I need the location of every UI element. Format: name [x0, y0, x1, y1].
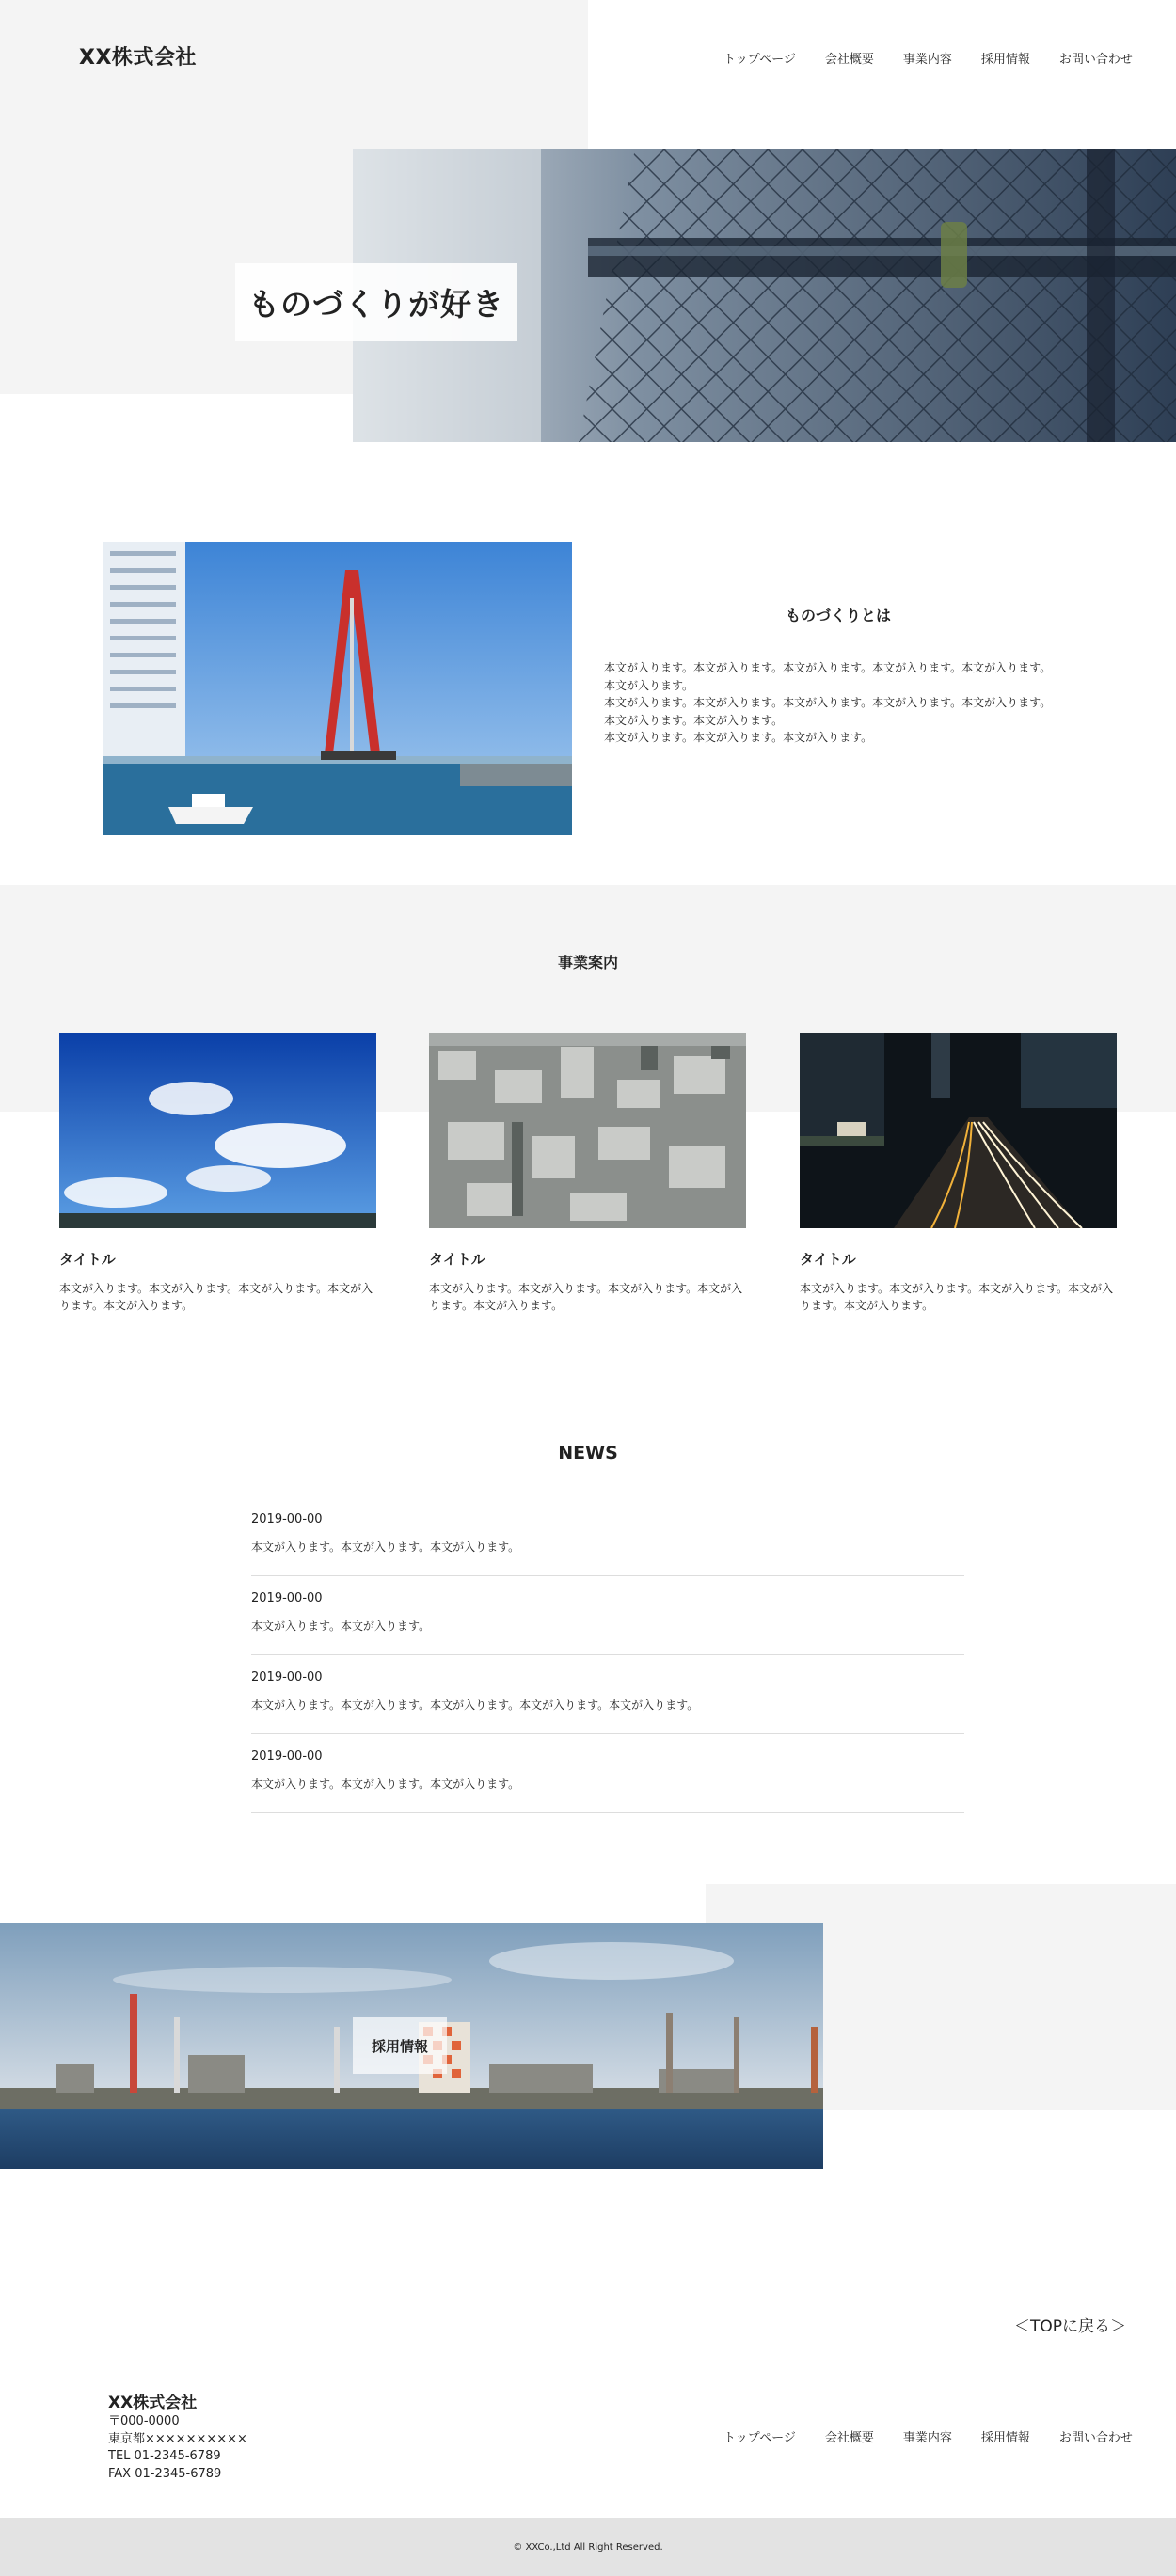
business-card-title: タイトル: [800, 1251, 856, 1268]
news-item[interactable]: [251, 1576, 964, 1655]
about-heading: ものづくりとは: [785, 607, 891, 624]
footer-nav-item-company[interactable]: 会社概要: [824, 2431, 874, 2445]
news-list: [251, 1497, 964, 1813]
news-date: 2019-00-00: [251, 1591, 323, 1605]
recruit-label[interactable]: 採用情報: [353, 2017, 447, 2074]
business-card-body: 本文が入ります。本文が入ります。本文が入ります。本文が入ります。本文が入ります。: [800, 1282, 1114, 1312]
news-item[interactable]: [251, 1655, 964, 1734]
business-card-body: 本文が入ります。本文が入ります。本文が入ります。本文が入ります。本文が入ります。: [59, 1282, 373, 1312]
business-card[interactable]: [59, 1033, 376, 1314]
nav-item-company[interactable]: 会社概要: [824, 53, 874, 67]
about-line: 本文が入ります。: [604, 678, 694, 692]
news-text: 本文が入ります。本文が入ります。本文が入ります。: [251, 1778, 520, 1791]
news-heading: NEWS: [558, 1443, 618, 1463]
business-card[interactable]: [429, 1033, 746, 1314]
hero-title: ものづくりが好き: [235, 263, 517, 341]
news-text: 本文が入ります。本文が入ります。本文が入ります。本文が入ります。本文が入ります。: [251, 1699, 699, 1712]
nav-item-recruit[interactable]: 採用情報: [980, 53, 1030, 67]
footer-fax: FAX 01-2345-6789: [108, 2466, 222, 2481]
about-body-text: [604, 659, 1093, 747]
footer-address: [108, 2413, 247, 2483]
copyright-bar: [0, 2518, 1176, 2576]
footer-logo[interactable]: XX株式会社: [108, 2394, 198, 2412]
business-card-title: タイトル: [59, 1251, 116, 1268]
business-heading: 事業案内: [557, 954, 618, 972]
footer-postal-code: 〒000-0000: [108, 2414, 180, 2428]
news-text: 本文が入ります。本文が入ります。: [251, 1620, 431, 1633]
news-text: 本文が入ります。本文が入ります。本文が入ります。: [251, 1541, 520, 1554]
business-card[interactable]: [800, 1033, 1117, 1314]
business-card-image-sky: [59, 1033, 376, 1228]
back-to-top-link[interactable]: ＜TOPに戻る＞: [1014, 2317, 1127, 2336]
footer-phone: TEL 01-2345-6789: [108, 2449, 221, 2463]
about-line: 本文が入ります。本文が入ります。本文が入ります。: [604, 731, 873, 744]
business-card-image-city: [429, 1033, 746, 1228]
business-card-title: タイトル: [429, 1251, 485, 1268]
footer-nav-item-top[interactable]: トップページ: [723, 2431, 796, 2445]
nav-item-business[interactable]: 事業内容: [902, 53, 952, 67]
global-nav: [723, 49, 1133, 67]
about-line: 本文が入ります。本文が入ります。: [604, 713, 784, 727]
about-line: 本文が入ります。本文が入ります。本文が入ります。本文が入ります。本文が入ります。: [604, 661, 1052, 674]
footer-nav-item-recruit[interactable]: 採用情報: [980, 2431, 1030, 2445]
news-item[interactable]: [251, 1734, 964, 1813]
copyright-text: © XXCo.,Ltd All Right Reserved.: [513, 2541, 663, 2552]
news-date: 2019-00-00: [251, 1749, 323, 1763]
news-item[interactable]: [251, 1497, 964, 1576]
site-logo[interactable]: XX株式会社: [79, 46, 197, 70]
about-image: [103, 542, 572, 835]
about-line: 本文が入ります。本文が入ります。本文が入ります。本文が入ります。本文が入ります。: [604, 696, 1052, 709]
business-card-body: 本文が入ります。本文が入ります。本文が入ります。本文が入ります。本文が入ります。: [429, 1282, 743, 1312]
footer-nav-item-contact[interactable]: お問い合わせ: [1058, 2431, 1133, 2445]
footer-nav-item-business[interactable]: 事業内容: [902, 2431, 952, 2445]
footer-nav: [723, 2427, 1133, 2445]
news-date: 2019-00-00: [251, 1670, 323, 1684]
business-card-image-night-street: [800, 1033, 1117, 1228]
news-date: 2019-00-00: [251, 1512, 323, 1526]
footer-street-address: 東京都××××××××××: [108, 2431, 247, 2446]
nav-item-contact[interactable]: お問い合わせ: [1058, 53, 1133, 67]
nav-item-top[interactable]: トップページ: [723, 53, 796, 67]
